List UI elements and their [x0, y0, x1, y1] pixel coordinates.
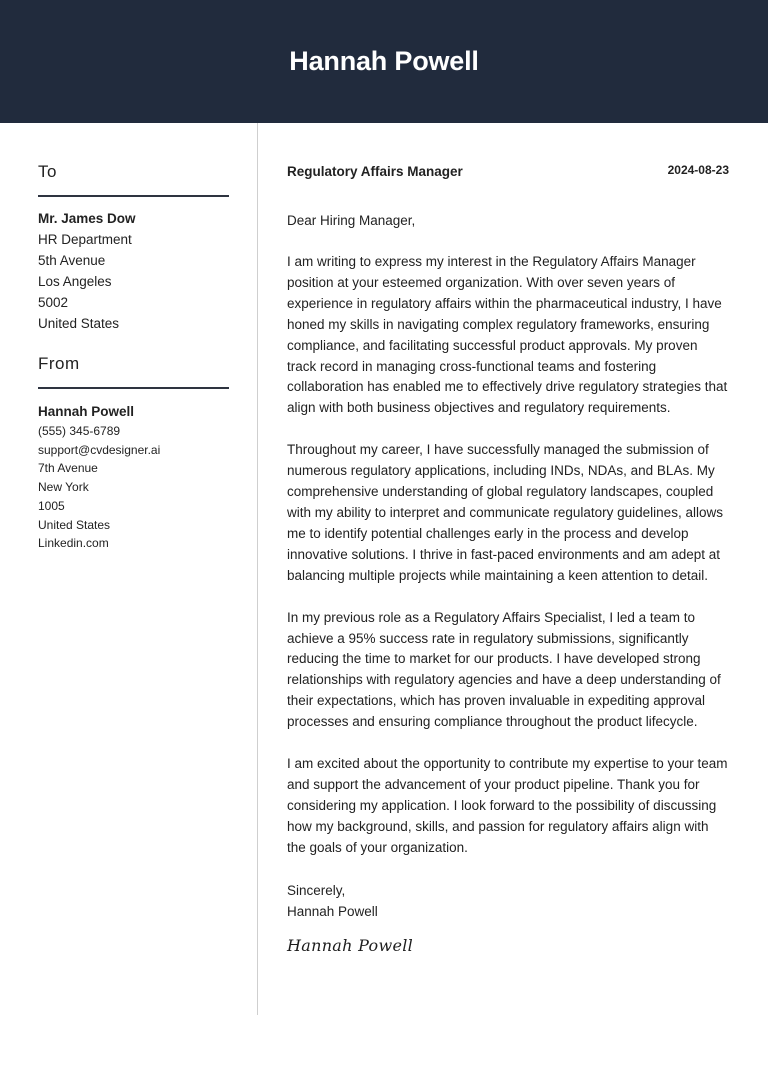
sender-email: support@cvdesigner.ai [38, 442, 161, 457]
handwritten-signature: Hannah Powell [287, 935, 414, 955]
to-section-rule [38, 195, 229, 197]
recipient-line: Los Angeles [38, 274, 112, 289]
recipient-line: 5002 [38, 295, 69, 310]
sender-street: 7th Avenue [38, 461, 98, 476]
recipient-line: HR Department [38, 232, 132, 247]
letter-date: 2024-08-23 [667, 163, 729, 177]
header-banner [0, 0, 768, 123]
recipient-name: Mr. James Dow [38, 211, 136, 226]
letter-paragraph: I am writing to express my interest in the Regulatory Affairs Manager position at your esteemed organization. With over seven years of experience in regulatory affairs within the pharmaceutical industry, I have honed my skills in navigating complex regulatory frameworks, ensuring compliance, and facilitating successful product approvals. My proven track record in managing cross-functional teams and fostering collaboration has enabled me to effectively drive regulatory strategies that align with both business objectives and regulatory requirements. [287, 254, 728, 416]
sender-country: United States [38, 517, 111, 532]
from-section-rule [38, 387, 229, 389]
recipient-line: United States [38, 316, 120, 331]
sender-linkedin: Linkedin.com [38, 536, 109, 551]
closing-block [287, 880, 729, 922]
job-title: Regulatory Affairs Manager [287, 164, 463, 179]
letter-paragraph: In my previous role as a Regulatory Affairs Specialist, I led a team to achieve a 95% success rate in regulatory submissions, significantly reducing the time to market for our products. I have developed strong relationships with regulatory agencies and have a deep understanding of their expectations, which has proven invaluable in expediting approval processes and ensuring compliance throughout the product lifecycle. [287, 609, 721, 730]
sender-city: New York [38, 480, 89, 495]
letter-paragraph: Throughout my career, I have successfully managed the submission of numerous regulatory applications, including INDs, NDAs, and BLAs. My comprehensive understanding of global regulatory landscapes, coupled with my ability to interpret and communicate regulatory guidelines, allows me to identify potential challenges early in the process and develop innovative solutions. I thrive in fast-paced environments and am adept at balancing multiple projects while maintaining a keen attention to detail. [287, 442, 723, 583]
sidebar [38, 160, 229, 553]
to-section-title: To [38, 162, 57, 181]
sender-block [38, 402, 229, 553]
applicant-name-heading: Hannah Powell [289, 46, 479, 76]
sender-phone: (555) 345-6789 [38, 424, 121, 438]
from-section-title: From [38, 354, 80, 373]
recipient-block [38, 208, 229, 334]
closing-name: Hannah Powell [287, 903, 378, 919]
greeting: Dear Hiring Manager, [287, 213, 416, 228]
letter-body [287, 160, 729, 958]
recipient-line: 5th Avenue [38, 253, 106, 268]
letter-meta [287, 160, 729, 182]
column-divider [257, 123, 258, 1015]
letter-paragraph: I am excited about the opportunity to contribute my expertise to your team and support the advancement of your product pipeline. Thank you for considering my application. I look forward to the possibility of discussing how my background, skills, and passion for regulatory affairs align with the goals of your organization. [287, 756, 728, 855]
sender-name: Hannah Powell [38, 404, 135, 419]
sender-postcode: 1005 [38, 498, 65, 513]
closing-salutation: Sincerely, [287, 882, 346, 898]
